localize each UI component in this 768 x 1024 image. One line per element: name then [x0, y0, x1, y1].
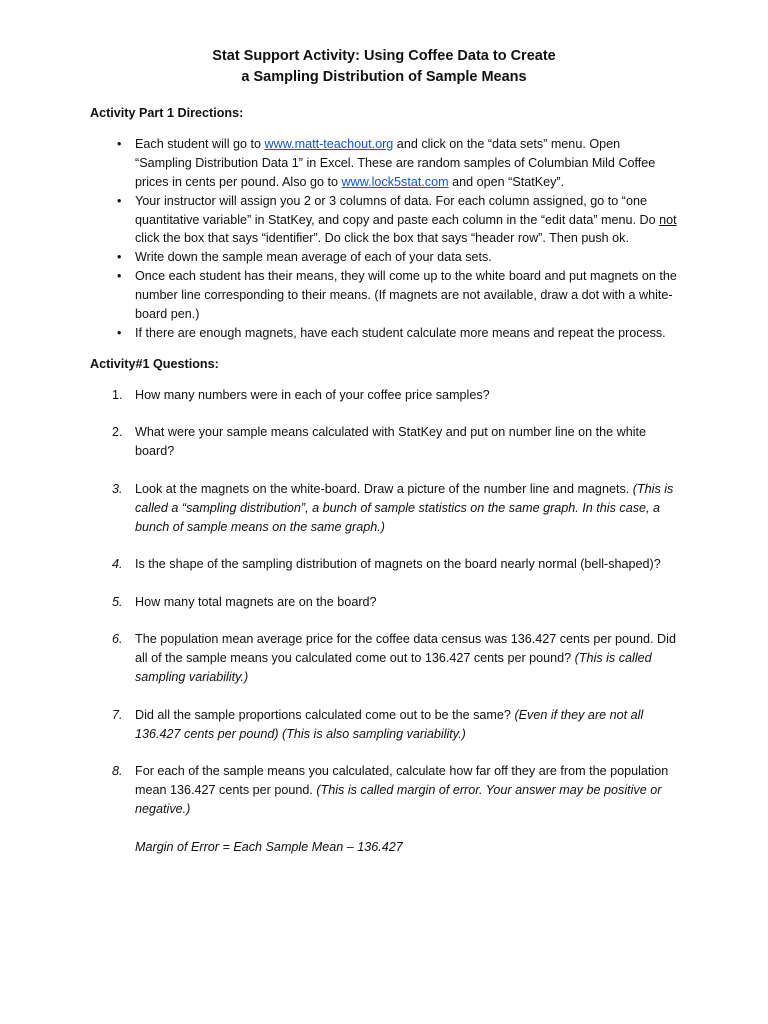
- question-item: [90, 762, 678, 819]
- question-item: [90, 593, 678, 612]
- direction-1-text-c: and open “StatKey”.: [448, 174, 565, 189]
- question-3-text: Look at the magnets on the white-board. Draw a picture of the number line and magnets.: [135, 481, 633, 496]
- bullet-icon: •: [117, 193, 122, 208]
- question-5-text: How many total magnets are on the board?: [135, 594, 377, 609]
- part1-heading: Activity Part 1 Directions:: [90, 106, 244, 120]
- list-item: [90, 267, 678, 324]
- list-item: [90, 192, 678, 249]
- direction-5-text: If there are enough magnets, have each student calculate more means and repeat the process.: [135, 325, 666, 340]
- question-7-note: (Even if they are not all 136.427 cents per pound) (This is also sampling variability.): [135, 707, 644, 741]
- bullet-icon: •: [117, 136, 122, 151]
- question-number: 3.: [112, 481, 123, 496]
- question-item: [90, 386, 678, 405]
- list-item: [90, 324, 678, 343]
- lock5stat-link[interactable]: www.lock5stat.com: [341, 174, 449, 189]
- question-6-text: The population mean average price for the coffee data census was 136.427 cents per pound. Did all of the sample means you calculated come out to 136.427 cents per pound?: [135, 632, 676, 666]
- question-number: 4.: [112, 557, 123, 572]
- question-2-text: What were your sample means calculated with StatKey and put on number line on the white board?: [135, 425, 647, 459]
- margin-of-error-formula: Margin of Error = Each Sample Mean – 136.427: [135, 839, 403, 854]
- direction-4-text: Once each student has their means, they will come up to the white board and put magnets on the number line corresponding to their means. (If magnets are not available, draw a dot with a white-board pen.): [135, 269, 677, 322]
- bullet-icon: •: [117, 269, 122, 284]
- question-number: 7.: [112, 707, 123, 722]
- question-4-text: Is the shape of the sampling distribution of magnets on the board nearly normal (bell-shaped)?: [135, 557, 661, 572]
- bullet-icon: •: [117, 325, 122, 340]
- document-title: [90, 46, 678, 88]
- questions-heading: Activity#1 Questions:: [90, 356, 219, 371]
- question-number: 6.: [112, 632, 123, 647]
- question-item: [90, 706, 678, 744]
- question-item: [90, 555, 678, 574]
- list-item: [90, 135, 678, 192]
- question-number: 1.: [112, 387, 123, 402]
- title-line-1: Stat Support Activity: Using Coffee Data to Create: [212, 48, 556, 64]
- question-number: 8.: [112, 764, 123, 779]
- direction-1-text-a: Each student will go to: [135, 136, 265, 151]
- directions-list: [90, 135, 678, 343]
- question-item: [90, 630, 678, 687]
- list-item: [90, 248, 678, 267]
- questions-list: [90, 386, 678, 819]
- question-8-note: (This is called margin of error. Your answer may be positive or negative.): [135, 783, 662, 817]
- direction-3-text: Write down the sample mean average of each of your data sets.: [135, 250, 492, 265]
- question-8-text: For each of the sample means you calculated, calculate how far off they are from the population mean 136.427 cents per pound.: [135, 764, 669, 798]
- question-3-note: (This is called a “sampling distribution”, a bunch of sample statistics on the same graph. In this case, a bunch of sample means on the same graph.): [135, 481, 674, 534]
- question-item: [90, 423, 678, 461]
- direction-2-text-a: Your instructor will assign you 2 or 3 columns of data. For each column assigned, go to “one quantitative variable” in StatKey, and copy and paste each column in the “edit data” menu. Do: [135, 193, 660, 227]
- direction-1-text-b: and click on the “data sets” menu. Open “Sampling Distribution Data 1” in Excel. These are random samples of Columbian Mild Coffee prices in cents per pound. Also go to: [135, 136, 656, 189]
- title-line-2: a Sampling Distribution of Sample Means: [241, 69, 527, 85]
- bullet-icon: •: [117, 250, 122, 265]
- direction-2-text-b: click the box that says “identifier”. Do click the box that says “header row”. Then push ok.: [135, 231, 629, 246]
- matt-teachout-link[interactable]: www.matt-teachout.org: [264, 136, 394, 151]
- question-number: 2.: [112, 425, 123, 440]
- question-item: [90, 480, 678, 537]
- direction-2-underlined-not: not: [659, 212, 677, 227]
- question-7-text: Did all the sample proportions calculated come out to be the same?: [135, 707, 515, 722]
- question-6-note: (This is called sampling variability.): [135, 651, 652, 685]
- question-number: 5.: [112, 594, 123, 609]
- question-1-text: How many numbers were in each of your coffee price samples?: [135, 387, 490, 402]
